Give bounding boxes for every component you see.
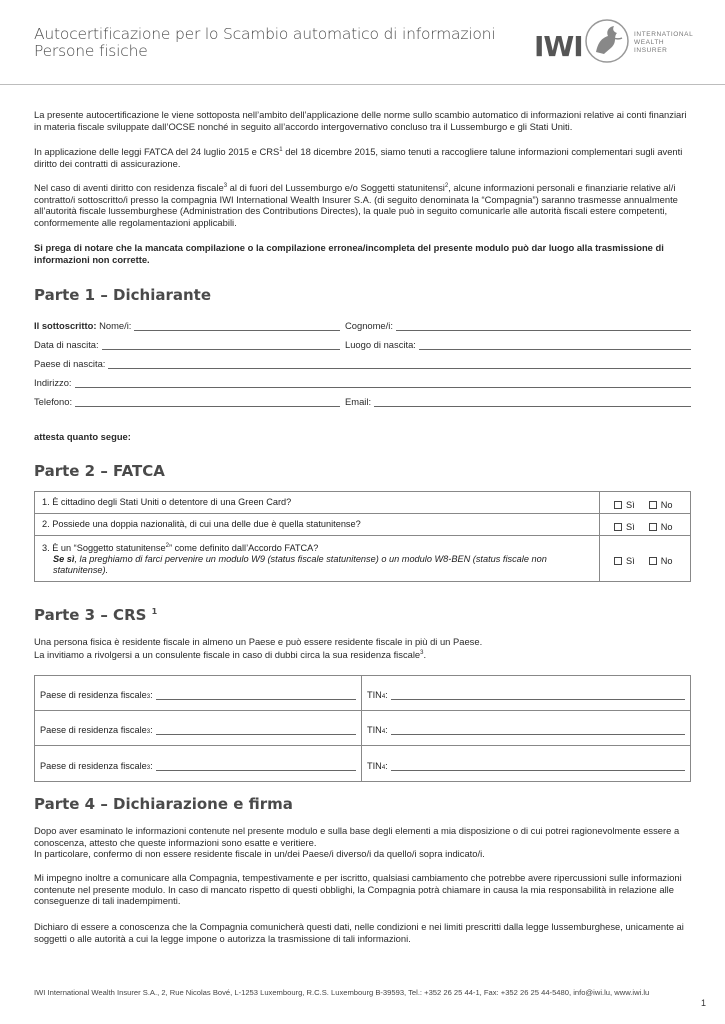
attests-text: attesta quanto segue:	[34, 431, 131, 442]
tin-label: TIN	[367, 761, 382, 771]
intro-paragraph-2	[34, 145, 692, 169]
yes-label: Sì	[626, 556, 635, 567]
intro-warning: Si prega di notare che la mancata compilazione o la compilazione erronea/incompleta del presente modulo può dar luogo alla trasmissione di informazioni non corrette.	[34, 242, 664, 265]
checkbox-box[interactable]	[614, 501, 622, 509]
yes-checkbox[interactable]	[614, 497, 635, 513]
note-bold: Se sì	[53, 554, 75, 565]
no-label: No	[660, 500, 673, 510]
fatca-question-1: 1. È cittadino degli Stati Uniti o detentore di una Green Card?	[35, 492, 600, 513]
no-label: No	[660, 522, 673, 532]
intro-p2-text: In applicazione delle leggi FATCA del 24 luglio 2015 e CRS	[34, 146, 280, 158]
colon: :	[150, 761, 153, 771]
footnote-ref: 2	[444, 183, 449, 189]
footnote-ref: 4	[381, 694, 386, 700]
logo-sub-line: INSURER	[634, 47, 668, 54]
first-name-label: Nome/i:	[99, 320, 132, 331]
address-field[interactable]	[34, 377, 691, 388]
crs-text: .	[423, 648, 427, 660]
declaration-paragraph-2: Mi impegno inoltre a comunicare alla Compagnia, tempestivamente e per iscritto, qualsiasi cambiamento che potrebbe avere ripercussioni sulle informazioni contenute nel presente modulo. In caso di mancato rispetto di questi obblighi, la Compagnia potrà chiamare in causa la mia responsabilità in relazione alle conseguenze di tali inadempimenti.	[34, 872, 682, 907]
tax-country-line[interactable]	[156, 691, 356, 700]
footnote-ref: 3	[146, 765, 151, 771]
birth-date-label: Data di nascita:	[34, 339, 99, 350]
fatca-answer-2	[600, 514, 690, 535]
no-checkbox[interactable]	[649, 519, 673, 535]
footnote-ref: 3	[420, 649, 424, 656]
tax-country-label: Paese di residenza fiscale	[40, 725, 147, 735]
colon: :	[385, 690, 388, 700]
tax-country-line[interactable]	[156, 726, 356, 735]
part3-heading	[34, 606, 157, 624]
subscriber-label: Il sottoscritto:	[34, 320, 97, 331]
intro-p3-text: al di fuori del Lussemburgo e/o Soggetti statunitensi	[227, 182, 445, 194]
tax-country-field[interactable]	[35, 711, 362, 745]
part3-heading-text: Parte 3 – CRS	[34, 606, 147, 624]
checkbox-box[interactable]	[614, 557, 622, 565]
page-number: 1	[701, 998, 707, 1008]
footnote-ref: 1	[279, 147, 283, 153]
birth-place-label: Luogo di nascita:	[345, 339, 416, 350]
part4-heading: Parte 4 – Dichiarazione e firma	[34, 795, 293, 813]
footnote-ref: 4	[381, 765, 386, 771]
checkbox-box[interactable]	[649, 523, 657, 531]
title-line-1: Autocertificazione per lo Scambio automatico di informazioni	[34, 25, 496, 43]
yes-label: Sì	[626, 522, 635, 532]
birth-place-field[interactable]	[345, 339, 691, 350]
birth-date-field[interactable]	[34, 339, 340, 350]
first-name-field[interactable]	[34, 320, 340, 331]
declaration-text: Dopo aver esaminato le informazioni contenute nel presente modulo e sulla base degli elementi a mia disposizione o di cui potrei ragionevolmente essere a conoscenza, attesto che queste informazioni sono esatte e veritiere.	[34, 825, 680, 848]
part2-heading: Parte 2 – FATCA	[34, 462, 165, 480]
yes-checkbox[interactable]	[614, 519, 635, 535]
colon: :	[385, 725, 388, 735]
birth-country-field[interactable]	[34, 358, 691, 369]
intro-p3-text: , alcune informazioni personali e finanziarie relative al/i contratto/i sottoscritto/i presso la compagnia IWI International Wealth Insurer S.A. (di seguito denominata la “Compagnia”) saranno trasmesse annualmente all’autorità fiscale lussemburghese (Administration des Contributions Directes), la quale può in seguito comunicarle alle autorità fiscali estere competenti, conformemente alle regolamentazioni applicabili.	[34, 182, 678, 228]
fatca-question-3-text	[42, 541, 592, 554]
part1-heading: Parte 1 – Dichiarante	[34, 286, 212, 304]
header-divider	[0, 84, 725, 85]
tax-country-line[interactable]	[156, 762, 356, 771]
last-name-line[interactable]	[396, 322, 691, 331]
intro-p2-text: del 18 dicembre 2015, siamo tenuti a raccogliere talune informazioni complementari sugli aventi diritto dei contratti di assicurazione.	[34, 146, 683, 169]
no-checkbox[interactable]	[649, 497, 673, 513]
title-line-2: Persone fisiche	[34, 42, 148, 60]
tin-field[interactable]	[362, 676, 690, 710]
crs-row-1	[35, 676, 690, 711]
phone-label: Telefono:	[34, 396, 73, 407]
tax-country-field[interactable]	[35, 676, 362, 710]
email-field[interactable]	[345, 396, 691, 407]
logo-sub-line: INTERNATIONAL	[634, 31, 694, 38]
last-name-label: Cognome/i:	[345, 320, 393, 331]
phone-field[interactable]	[34, 396, 340, 407]
footer-company-info: IWI International Wealth Insurer S.A., 2, Rue Nicolas Bové, L-1253 Luxembourg, R.C.S. Luxembourg B-39593, Tel.: +352 26 25 44-1, Fax: +352 26 25 44-5480, info@iwi.lu, www.iwi.lu	[34, 988, 650, 997]
birth-place-line[interactable]	[419, 341, 691, 350]
checkbox-box[interactable]	[649, 501, 657, 509]
footnote-ref: 3	[146, 694, 151, 700]
crs-paragraph	[34, 636, 692, 660]
checkbox-box[interactable]	[649, 557, 657, 565]
no-label: No	[660, 556, 673, 567]
yes-checkbox[interactable]	[614, 541, 635, 581]
footnote-ref: 1	[151, 607, 158, 616]
last-name-field[interactable]	[345, 320, 691, 331]
fatca-answer-3	[600, 536, 690, 581]
crs-table	[34, 675, 691, 782]
crs-row-3	[35, 746, 690, 781]
checkbox-box[interactable]	[614, 523, 622, 531]
tin-line[interactable]	[391, 762, 685, 771]
fatca-row-1	[35, 492, 690, 514]
tin-field[interactable]	[362, 746, 690, 781]
address-line[interactable]	[75, 379, 691, 388]
intro-paragraph-3	[34, 181, 692, 229]
yes-label: Sì	[626, 500, 635, 510]
document-title	[34, 26, 495, 60]
email-line[interactable]	[374, 398, 691, 407]
fatca-row-3	[35, 536, 690, 581]
logo-subtitle	[634, 31, 693, 55]
birth-country-label: Paese di nascita:	[34, 358, 106, 369]
declaration-paragraph-3: Dichiaro di essere a conoscenza che la Compagnia comunicherà questi dati, nelle condizioni e nei limiti prescritti dalla legge lussemburghese, unicamente ai soggetti o alle autorità a cui la legge impone o autorizza la trasmissione di tali informazioni.	[34, 921, 684, 944]
no-checkbox[interactable]	[649, 541, 673, 581]
tax-country-label: Paese di residenza fiscale	[40, 761, 147, 771]
phone-line[interactable]	[75, 398, 340, 407]
tin-line[interactable]	[391, 691, 685, 700]
colon: :	[150, 690, 153, 700]
fatca-row-2	[35, 514, 690, 536]
intro-p3-text: Nel caso di aventi diritto con residenza fiscale	[34, 182, 224, 194]
footnote-ref: 3	[146, 729, 151, 735]
tax-country-field[interactable]	[35, 746, 362, 781]
iwi-logo	[534, 18, 694, 68]
note-text: , la preghiamo di farci pervenire un modulo W9 (status fiscale statunitense) o un modulo W8-BEN (status fiscale non statunitense).	[53, 554, 547, 576]
tin-field[interactable]	[362, 711, 690, 745]
fatca-question-3	[35, 536, 600, 581]
q3-text: ” come definito dall’Accordo FATCA?	[168, 543, 319, 554]
birth-country-line[interactable]	[108, 360, 691, 369]
logo-sub-line: WEALTH	[634, 39, 665, 46]
tin-line[interactable]	[391, 726, 685, 735]
crs-row-2	[35, 711, 690, 746]
fatca-question-2: 2. Possiede una doppia nazionalità, di cui una delle due è quella statunitense?	[35, 514, 600, 535]
colon: :	[150, 725, 153, 735]
address-label: Indirizzo:	[34, 377, 72, 388]
fatca-answer-1	[600, 492, 690, 513]
birth-date-line[interactable]	[102, 341, 340, 350]
griffin-emblem-icon	[584, 18, 630, 64]
fatca-question-3-note	[42, 554, 592, 576]
crs-text: La invitiamo a rivolgersi a un consulente fiscale in caso di dubbi circa la sua residenza fiscale	[34, 648, 421, 660]
tin-label: TIN	[367, 690, 382, 700]
fatca-table	[34, 491, 691, 582]
crs-text: Una persona fisica è residente fiscale in almeno un Paese e può essere residente fiscale in più di un Paese.	[34, 636, 483, 647]
footnote-ref: 2	[165, 543, 169, 549]
q3-text: 3. È un “Soggetto statunitense	[42, 543, 166, 554]
footnote-ref: 4	[381, 729, 386, 735]
colon: :	[385, 761, 388, 771]
email-label: Email:	[345, 396, 372, 407]
intro-paragraph-1: La presente autocertificazione le viene sottoposta nell’ambito dell’applicazione delle norme sullo scambio automatico di informazioni relative ai conti finanziari in materia fiscale sviluppate dall’OCSE nonché in seguito all’accordo intergovernativo concluso tra il Lussemburgo e gli Stati Uniti.	[34, 109, 687, 132]
declaration-paragraph-1	[34, 825, 692, 860]
footnote-ref: 3	[223, 183, 228, 189]
tax-country-label: Paese di residenza fiscale	[40, 690, 147, 700]
tin-label: TIN	[367, 725, 382, 735]
declaration-text: In particolare, confermo di non essere residente fiscale in un/dei Paese/i diverso/i da quello/i sopra indicato/i.	[34, 848, 485, 860]
logo-wordmark: IWI	[534, 30, 583, 63]
first-name-line[interactable]	[134, 322, 340, 331]
